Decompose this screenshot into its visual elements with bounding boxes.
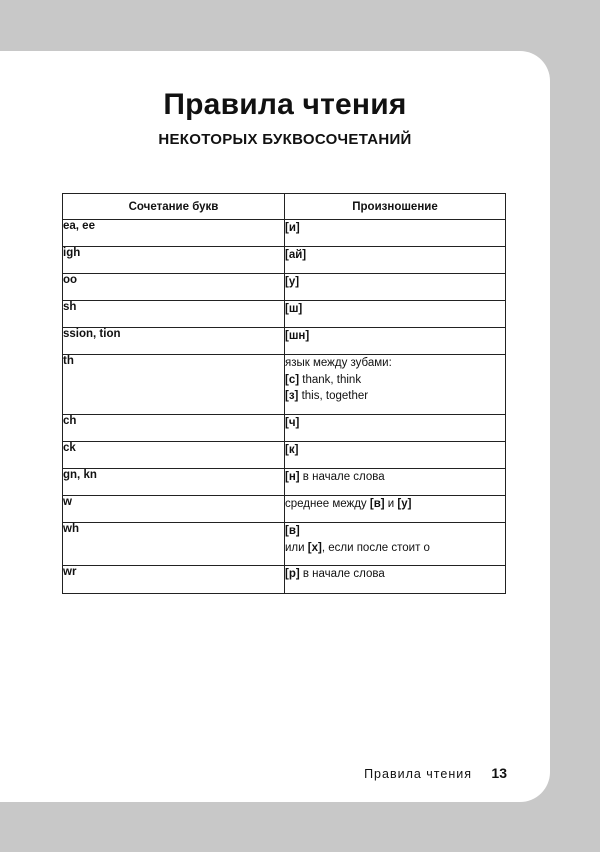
combo-cell: gn, kn <box>63 469 285 496</box>
table-row <box>63 415 506 442</box>
table-row <box>63 301 506 328</box>
combo-cell: ea, ee <box>63 220 285 247</box>
table-row <box>63 523 506 566</box>
example-line <box>285 540 505 557</box>
pronunciation-cell <box>285 496 506 523</box>
page-title: Правила чтения <box>163 88 407 121</box>
reading-rules-table <box>62 193 506 594</box>
page-subtitle: НЕКОТОРЫХ БУКВОСОЧЕТАНИЙ <box>158 131 412 148</box>
sound: [к] <box>285 444 299 456</box>
table-row <box>63 247 506 274</box>
header-pronunciation: Произношение <box>285 194 506 220</box>
sound: [у] <box>397 498 412 510</box>
sound: [р] <box>285 568 300 580</box>
table-header-row <box>63 194 506 220</box>
pronunciation-cell <box>285 523 506 566</box>
table-row <box>63 442 506 469</box>
table-row <box>63 328 506 355</box>
sound: [з] <box>285 390 299 402</box>
header-letter-combination: Сочетание букв <box>63 194 285 220</box>
note: в начале слова <box>299 471 385 483</box>
note: в начале слова <box>299 568 385 580</box>
page <box>0 51 550 802</box>
sound: [н] <box>285 471 300 483</box>
pronunciation-cell <box>285 220 506 247</box>
note: , если после стоит о <box>321 541 430 554</box>
combo-cell: wr <box>63 566 285 594</box>
note: this, together <box>298 390 369 402</box>
sound: [с] <box>285 373 300 386</box>
table-row <box>63 220 506 247</box>
table-row <box>63 355 506 415</box>
table-row <box>63 566 506 594</box>
combo-cell: wh <box>63 523 285 566</box>
sound: [ай] <box>285 249 307 261</box>
note: язык между зубами: <box>285 357 392 369</box>
combo-cell: ck <box>63 442 285 469</box>
pronunciation-cell <box>285 415 506 442</box>
table-row <box>63 469 506 496</box>
page-number: 13 <box>491 765 507 781</box>
footer-chapter-label: Правила чтения <box>364 767 472 781</box>
note: среднее между <box>285 498 370 510</box>
note: или <box>285 541 308 554</box>
pronunciation-cell <box>285 247 506 274</box>
pronunciation-cell <box>285 274 506 301</box>
combo-cell: sh <box>63 301 285 328</box>
table-row <box>63 496 506 523</box>
table-row <box>63 274 506 301</box>
pronunciation-cell <box>285 355 506 415</box>
sound: [ч] <box>285 417 300 429</box>
combo-cell: ssion, tion <box>63 328 285 355</box>
sound: [ш] <box>285 303 303 315</box>
combo-cell: oo <box>63 274 285 301</box>
combo-cell: th <box>63 355 285 415</box>
pronunciation-cell <box>285 301 506 328</box>
sound: [у] <box>285 276 300 288</box>
pronunciation-cell <box>285 442 506 469</box>
note: thank, think <box>299 373 362 386</box>
example-line <box>285 372 505 389</box>
sound: [в] <box>285 525 300 537</box>
combo-cell: igh <box>63 247 285 274</box>
combo-cell: w <box>63 496 285 523</box>
sound: [в] <box>369 498 385 510</box>
combo-cell: ch <box>63 415 285 442</box>
sound: [и] <box>285 222 300 234</box>
note: и <box>384 498 398 510</box>
pronunciation-cell <box>285 469 506 496</box>
example-line <box>285 388 505 405</box>
sound: [шн] <box>285 330 310 342</box>
pronunciation-cell <box>285 328 506 355</box>
sound: [х] <box>307 541 322 554</box>
pronunciation-cell <box>285 566 506 594</box>
